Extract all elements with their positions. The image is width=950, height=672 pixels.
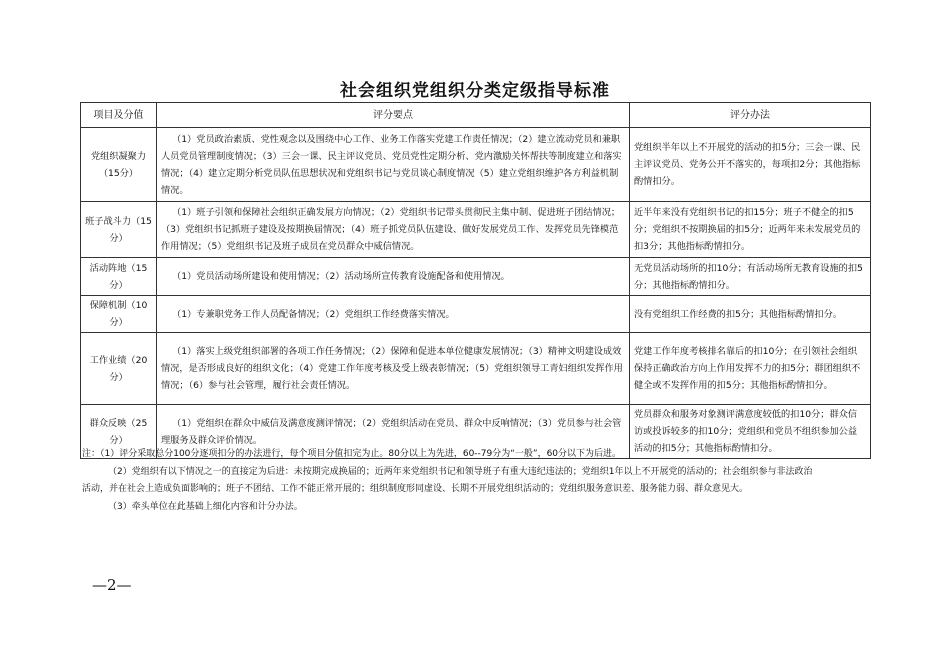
row-points: （1）班子引领和保障社会组织正确发展方向情况；（2）党组织书记带头贯彻民主集中制、促进班子团结情况；（3）党组织书记抓班子建设及按期换届情况；（4）班子抓党员队伍建设、做好发展党员工作、发挥党员先锋模范作用情况；（5）党组织书记及班子成员在党员群众中威信情况。 <box>157 202 630 258</box>
table-row <box>81 333 871 405</box>
row-points: （1）落实上级党组织部署的各项工作任务情况；（2）保障和促进本单位健康发展情况；（3）精神文明建设成效情况，是否形成良好的组织文化；（4）党建工作年度考核及受上级表彰情况；（5）党组织领导工青妇组织发挥作用情况；（6）参与社会管理，履行社会责任情况。 <box>157 333 630 405</box>
row-item: 活动阵地（15分） <box>81 258 157 296</box>
row-item: 群众反映（25分） <box>81 405 157 459</box>
row-method: 近半年来没有党组织书记的扣15分；班子不健全的扣5分；党组织不按期换届的扣5分；近两年来未发展党员的扣3分；其他指标酌情扣分。 <box>630 202 871 258</box>
row-item: 班子战斗力（15分） <box>81 202 157 258</box>
note-2-line-1: （2）党组织有以下情况之一的直接定为后进：未按期完成换届的；近两年来党组织书记和领导班子有重大违纪违法的；党组织1年以上不开展党的活动的；社会组织参与非法政治 <box>108 466 813 477</box>
notes-section <box>82 446 882 516</box>
document-title: 社会组织党组织分类定级指导标准 <box>340 81 610 101</box>
row-points: （1）党员活动场所建设和使用情况；（2）活动场所宣传教育设施配备和使用情况。 <box>157 258 630 296</box>
row-method: 党员群众和服务对象测评满意度较低的扣10分；群众信访或投诉较多的扣10分；党组织和党员不组织参加公益活动的扣5分；其他指标酌情扣分。 <box>630 405 871 459</box>
note-3: （3）牵头单位在此基础上细化内容和计分办法。 <box>108 501 303 512</box>
table-row <box>81 202 871 258</box>
row-points: （1）党员政治素质、党性观念以及围绕中心工作、业务工作落实党建工作责任情况；（2）建立流动党员和兼职人员党员管理制度情况；（3）三会一课、民主评议党员、党员党性定期分析、党内激励关怀帮扶等制度建立和落实情况；（4）建立定期分析党员队伍思想状况和党组织书记与党员谈心制度情况（5）建立党组织维护各方利益机制情况。 <box>157 128 630 202</box>
header-scoring-points: 评分要点 <box>157 103 630 128</box>
row-method: 党建工作年度考核排名靠后的扣10分；在引领社会组织保持正确政治方向上作用发挥不力的扣5分；群团组织不健全或不发挥作用的扣5分；其他指标酌情扣分。 <box>630 333 871 405</box>
table-header-row <box>81 103 871 128</box>
header-scoring-method: 评分办法 <box>630 103 871 128</box>
row-method: 没有党组织工作经费的扣5分；其他指标酌情扣分。 <box>630 296 871 333</box>
page-number: —2— <box>92 576 132 594</box>
table-row <box>81 128 871 202</box>
row-points: （1）专兼职党务工作人员配备情况；（2）党组织工作经费落实情况。 <box>157 296 630 333</box>
row-item: 工作业绩（20分） <box>81 333 157 405</box>
header-item-score: 项目及分值 <box>81 103 157 128</box>
row-method: 党组织半年以上不开展党的活动的扣5分；三会一课、民主评议党员、党务公开不落实的，每项扣2分；其他指标酌情扣分。 <box>630 128 871 202</box>
table-row <box>81 258 871 296</box>
note-2-line-2: 活动，并在社会上造成负面影响的；班子不团结、工作不能正常开展的；组织制度形同虚设、长期不开展党组织活动的；党组织服务意识差、服务能力弱、群众意见大。 <box>82 484 749 494</box>
row-points: （1）党组织在群众中威信及满意度测评情况；（2）党组织活动在党员、群众中反响情况；（3）党员参与社会管理服务及群众评价情况。 <box>157 405 630 459</box>
note-1: 注：（1）评分采取总分100分逐项扣分的办法进行，每个项目分值扣完为止。80分以上为先进，60--79分为“一般”，60分以下为后进。 <box>82 449 622 459</box>
row-item: 党组织凝聚力（15分） <box>81 128 157 202</box>
table-row <box>81 296 871 333</box>
row-method: 无党员活动场所的扣10分；有活动场所无教育设施的扣5分；其他指标酌情扣分。 <box>630 258 871 296</box>
row-item: 保障机制（10分） <box>81 296 157 333</box>
standards-table <box>80 102 871 459</box>
